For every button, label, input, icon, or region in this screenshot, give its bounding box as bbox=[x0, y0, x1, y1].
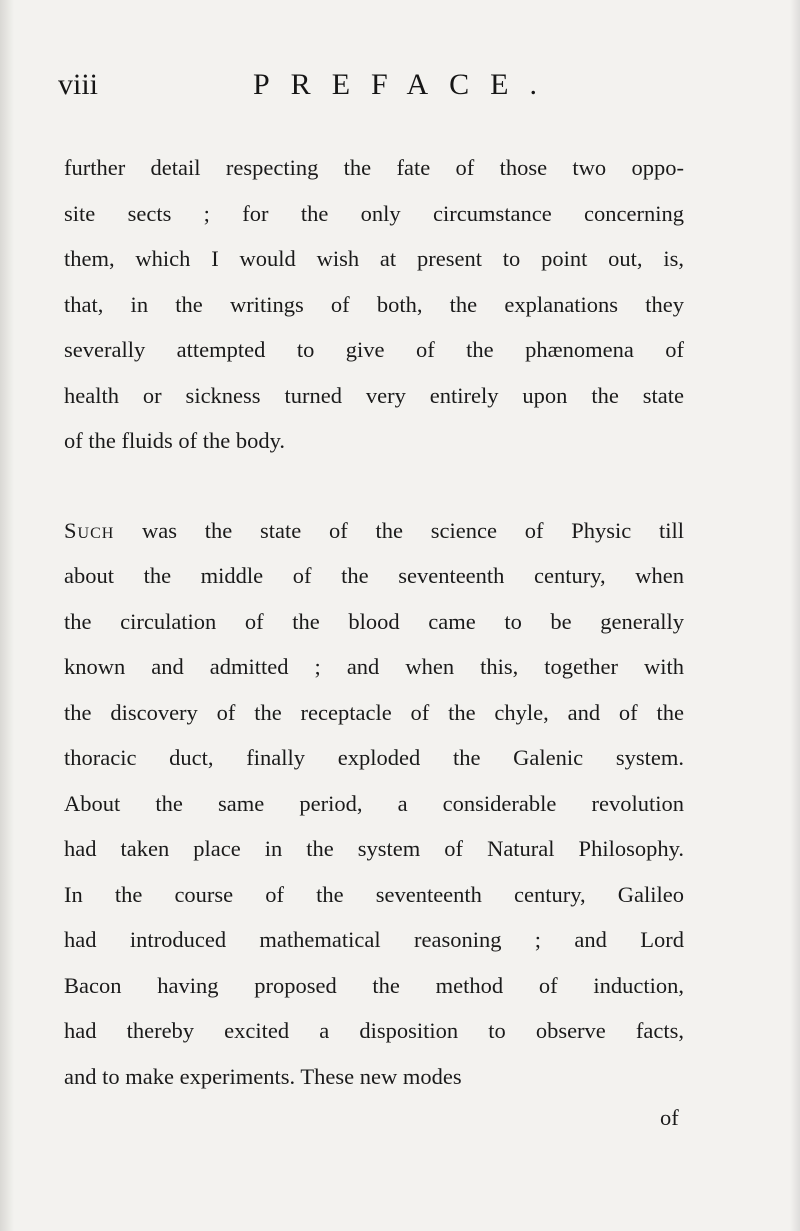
text-line: further detail respecting the fate of those two oppo- bbox=[64, 155, 684, 180]
text-line: severally attempted to give of the phænomena of bbox=[64, 337, 684, 362]
text-line: In the course of the seventeenth century, Galileo bbox=[64, 881, 684, 907]
text-line: had taken place in the system of Natural Philosophy. bbox=[64, 836, 684, 861]
text-line-rest: was the state of the science of Physic till bbox=[114, 517, 684, 543]
paragraph-2 bbox=[64, 508, 684, 1100]
body-text bbox=[64, 145, 684, 1099]
text-line: them, which I would wish at present to point out, is, bbox=[64, 246, 684, 271]
page-number: viii bbox=[58, 68, 99, 101]
text-line: about the middle of the seventeenth century, when bbox=[64, 563, 684, 588]
text-line: site sects ; for the only circumstance concerning bbox=[64, 200, 684, 226]
text-line: About the same period, a considerable revolution bbox=[64, 790, 684, 816]
text-line: Bacon having proposed the method of induction, bbox=[64, 972, 684, 998]
text-line: that, in the writings of both, the explanations they bbox=[64, 291, 684, 317]
page-header bbox=[58, 68, 758, 118]
text-line: the circulation of the blood came to be generally bbox=[64, 608, 684, 634]
text-line: thoracic duct, finally exploded the Galenic system. bbox=[64, 745, 684, 770]
catchword: of bbox=[660, 1105, 679, 1130]
text-line: the discovery of the receptacle of the chyle, and of the bbox=[64, 699, 684, 725]
paragraph-1 bbox=[64, 145, 684, 464]
text-line: had introduced mathematical reasoning ; and Lord bbox=[64, 927, 684, 952]
text-line: had thereby excited a disposition to observe facts, bbox=[64, 1018, 684, 1043]
text-line: and to make experiments. These new modes bbox=[64, 1063, 462, 1089]
smallcaps-lead-word: Such bbox=[64, 517, 115, 543]
page-edge-shadow-left bbox=[0, 0, 14, 1231]
text-line-first bbox=[64, 508, 684, 554]
page-edge-shadow-right bbox=[790, 0, 800, 1231]
text-line: known and admitted ; and when this, together with bbox=[64, 654, 684, 679]
text-line: of the fluids of the body. bbox=[64, 428, 286, 453]
running-head: PREFACE. bbox=[253, 68, 558, 101]
text-line: health or sickness turned very entirely upon the state bbox=[64, 382, 684, 408]
